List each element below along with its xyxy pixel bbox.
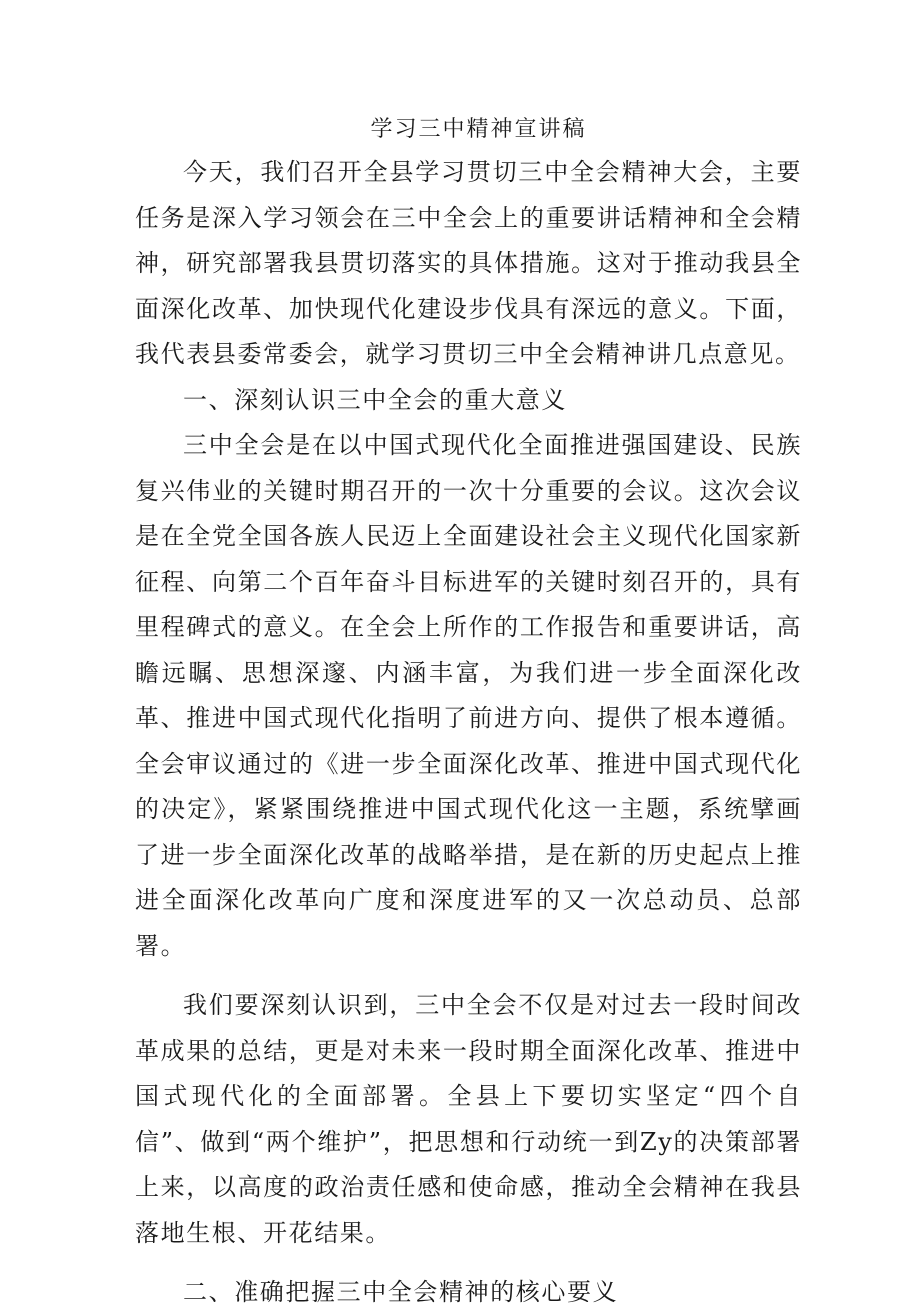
paragraph-significance: 三中全会是在以中国式现代化全面推进强国建设、民族复兴伟业的关键时期召开的一次十分重要的会议。这次会议是在全党全国各族人民迈上全面建设社会主义现代化国家新征程、向第二个百年奋斗目标进军的关键时刻召开的，具有里程碑式的意义。在全会上所作的工作报告和重要讲话，高瞻远瞩、思想深邃、内涵丰富，为我们进一步全面深化改革、推进中国式现代化指明了前进方向、提供了根本遵循。全会审议通过的《进一步全面深化改革、推进中国式现代化的决定》，紧紧围绕推进中国式现代化这一主题，系统擘画了进一步全面深化改革的战略举措，是在新的历史起点上推进全面深化改革向广度和深度进军的又一次总动员、总部署。 — [135, 431, 802, 960]
section-heading-2: 二、准确把握三中全会精神的核心要义 — [183, 1278, 619, 1306]
paragraph-intro: 今天，我们召开全县学习贯切三中全会精神大会，主要任务是深入学习领会在三中全会上的重要讲话精神和全会精神，研究部署我县贯切落实的具体措施。这对于推动我县全面深化改革、加快现代化建设步伐具有深远的意义。下面，我代表县委常委会，就学习贯切三中全会精神讲几点意见。 — [135, 158, 802, 368]
document-title: 学习三中精神宣讲稿 — [370, 117, 587, 142]
section-heading-1: 一、深刻认识三中全会的重大意义 — [183, 385, 567, 414]
paragraph-understanding: 我们要深刻认识到，三中全会不仅是对过去一段时间改革成果的总结，更是对未来一段时期全面深化改革、推进中国式现代化的全面部署。全县上下要切实坚定“四个自信”、做到“两个维护”，把思想和行动统一到Zy的决策部署上来，以高度的政治责任感和使命感，推动全会精神在我县落地生根、开花结果。 — [135, 991, 802, 1247]
